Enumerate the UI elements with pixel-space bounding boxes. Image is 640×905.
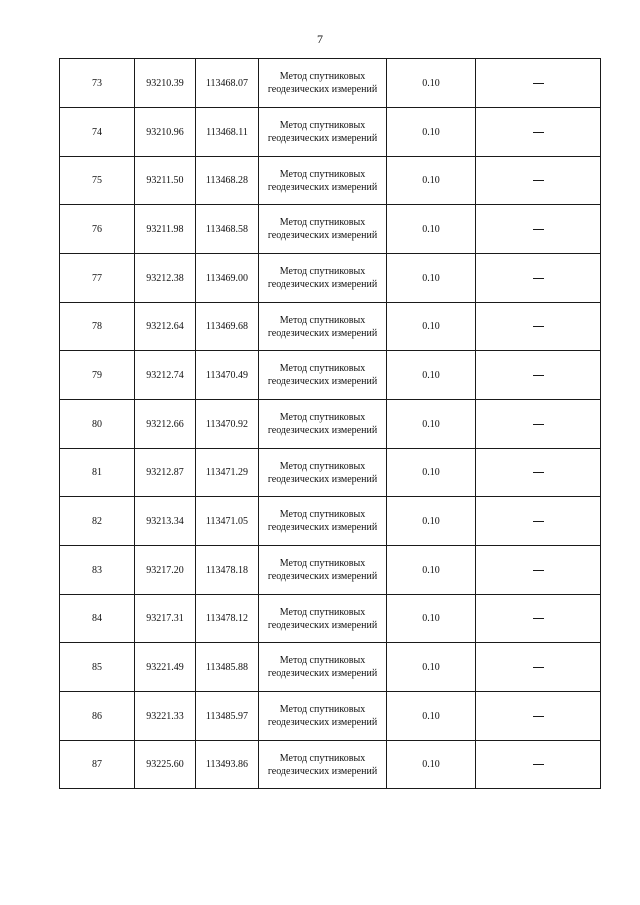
method-cell: Метод спутниковых геодезических измерений [259, 692, 387, 741]
accuracy-cell: 0.10 [387, 59, 476, 108]
point-number-cell: 77 [60, 254, 135, 303]
coordinate-y-cell: 113469.00 [196, 254, 259, 303]
description-cell [476, 205, 601, 254]
accuracy-cell: 0.10 [387, 351, 476, 400]
coordinate-y-cell: 113468.58 [196, 205, 259, 254]
table-row [60, 741, 601, 789]
empty-dash [533, 570, 544, 571]
method-cell: Метод спутниковых геодезических измерений [259, 741, 387, 789]
method-cell: Метод спутниковых геодезических измерений [259, 351, 387, 400]
coordinate-y-cell: 113469.68 [196, 303, 259, 351]
method-cell: Метод спутниковых геодезических измерений [259, 449, 387, 497]
empty-dash [533, 132, 544, 133]
coordinate-y-cell: 113470.92 [196, 400, 259, 449]
table-row [60, 205, 601, 254]
coordinate-y-cell: 113485.88 [196, 643, 259, 692]
method-cell: Метод спутниковых геодезических измерений [259, 303, 387, 351]
method-cell: Метод спутниковых геодезических измерений [259, 205, 387, 254]
description-cell [476, 400, 601, 449]
description-cell [476, 546, 601, 595]
accuracy-cell: 0.10 [387, 205, 476, 254]
coordinate-x-cell: 93212.66 [135, 400, 196, 449]
description-cell [476, 741, 601, 789]
coordinate-x-cell: 93217.31 [135, 595, 196, 643]
point-number-cell: 83 [60, 546, 135, 595]
description-cell [476, 59, 601, 108]
table-row [60, 157, 601, 205]
table-row [60, 254, 601, 303]
table-row [60, 400, 601, 449]
accuracy-cell: 0.10 [387, 595, 476, 643]
point-number-cell: 74 [60, 108, 135, 157]
page-number: 7 [317, 32, 323, 46]
empty-dash [533, 278, 544, 279]
table-body [60, 59, 601, 789]
table-row [60, 643, 601, 692]
coordinate-x-cell: 93210.96 [135, 108, 196, 157]
table-row [60, 351, 601, 400]
point-number-cell: 84 [60, 595, 135, 643]
method-cell: Метод спутниковых геодезических измерений [259, 254, 387, 303]
accuracy-cell: 0.10 [387, 643, 476, 692]
method-cell: Метод спутниковых геодезических измерений [259, 157, 387, 205]
coordinate-y-cell: 113493.86 [196, 741, 259, 789]
accuracy-cell: 0.10 [387, 303, 476, 351]
description-cell [476, 497, 601, 546]
description-cell [476, 643, 601, 692]
description-cell [476, 692, 601, 741]
coordinate-x-cell: 93210.39 [135, 59, 196, 108]
table-row [60, 546, 601, 595]
empty-dash [533, 424, 544, 425]
coordinate-x-cell: 93212.64 [135, 303, 196, 351]
point-number-cell: 81 [60, 449, 135, 497]
empty-dash [533, 618, 544, 619]
method-cell: Метод спутниковых геодезических измерений [259, 59, 387, 108]
empty-dash [533, 83, 544, 84]
method-cell: Метод спутниковых геодезических измерений [259, 400, 387, 449]
coordinate-y-cell: 113468.28 [196, 157, 259, 205]
point-number-cell: 85 [60, 643, 135, 692]
empty-dash [533, 180, 544, 181]
table-row [60, 692, 601, 741]
table-row [60, 497, 601, 546]
coordinate-x-cell: 93212.74 [135, 351, 196, 400]
empty-dash [533, 716, 544, 717]
coordinate-x-cell: 93225.60 [135, 741, 196, 789]
description-cell [476, 108, 601, 157]
point-number-cell: 78 [60, 303, 135, 351]
coordinate-y-cell: 113478.18 [196, 546, 259, 595]
point-number-cell: 73 [60, 59, 135, 108]
description-cell [476, 351, 601, 400]
point-number-cell: 75 [60, 157, 135, 205]
coordinate-x-cell: 93211.50 [135, 157, 196, 205]
coordinate-y-cell: 113471.29 [196, 449, 259, 497]
point-number-cell: 80 [60, 400, 135, 449]
empty-dash [533, 472, 544, 473]
table-row [60, 595, 601, 643]
table-row [60, 108, 601, 157]
point-number-cell: 79 [60, 351, 135, 400]
accuracy-cell: 0.10 [387, 108, 476, 157]
coordinate-y-cell: 113471.05 [196, 497, 259, 546]
coordinate-y-cell: 113485.97 [196, 692, 259, 741]
coordinate-x-cell: 93212.38 [135, 254, 196, 303]
coordinate-y-cell: 113478.12 [196, 595, 259, 643]
table-row [60, 59, 601, 108]
point-number-cell: 87 [60, 741, 135, 789]
method-cell: Метод спутниковых геодезических измерений [259, 108, 387, 157]
accuracy-cell: 0.10 [387, 546, 476, 595]
point-number-cell: 82 [60, 497, 135, 546]
accuracy-cell: 0.10 [387, 497, 476, 546]
coordinate-y-cell: 113468.11 [196, 108, 259, 157]
empty-dash [533, 764, 544, 765]
method-cell: Метод спутниковых геодезических измерений [259, 595, 387, 643]
accuracy-cell: 0.10 [387, 449, 476, 497]
description-cell [476, 595, 601, 643]
description-cell [476, 303, 601, 351]
empty-dash [533, 375, 544, 376]
empty-dash [533, 667, 544, 668]
coordinate-x-cell: 93212.87 [135, 449, 196, 497]
coordinate-x-cell: 93221.33 [135, 692, 196, 741]
coordinates-table [59, 58, 601, 789]
method-cell: Метод спутниковых геодезических измерений [259, 546, 387, 595]
empty-dash [533, 326, 544, 327]
accuracy-cell: 0.10 [387, 254, 476, 303]
accuracy-cell: 0.10 [387, 741, 476, 789]
coordinate-y-cell: 113468.07 [196, 59, 259, 108]
method-cell: Метод спутниковых геодезических измерений [259, 643, 387, 692]
table-row [60, 303, 601, 351]
accuracy-cell: 0.10 [387, 400, 476, 449]
coordinate-x-cell: 93211.98 [135, 205, 196, 254]
description-cell [476, 254, 601, 303]
coordinate-x-cell: 93213.34 [135, 497, 196, 546]
accuracy-cell: 0.10 [387, 692, 476, 741]
coordinate-y-cell: 113470.49 [196, 351, 259, 400]
empty-dash [533, 521, 544, 522]
coordinate-x-cell: 93217.20 [135, 546, 196, 595]
description-cell [476, 449, 601, 497]
point-number-cell: 76 [60, 205, 135, 254]
coordinate-x-cell: 93221.49 [135, 643, 196, 692]
description-cell [476, 157, 601, 205]
point-number-cell: 86 [60, 692, 135, 741]
empty-dash [533, 229, 544, 230]
accuracy-cell: 0.10 [387, 157, 476, 205]
method-cell: Метод спутниковых геодезических измерений [259, 497, 387, 546]
table-row [60, 449, 601, 497]
